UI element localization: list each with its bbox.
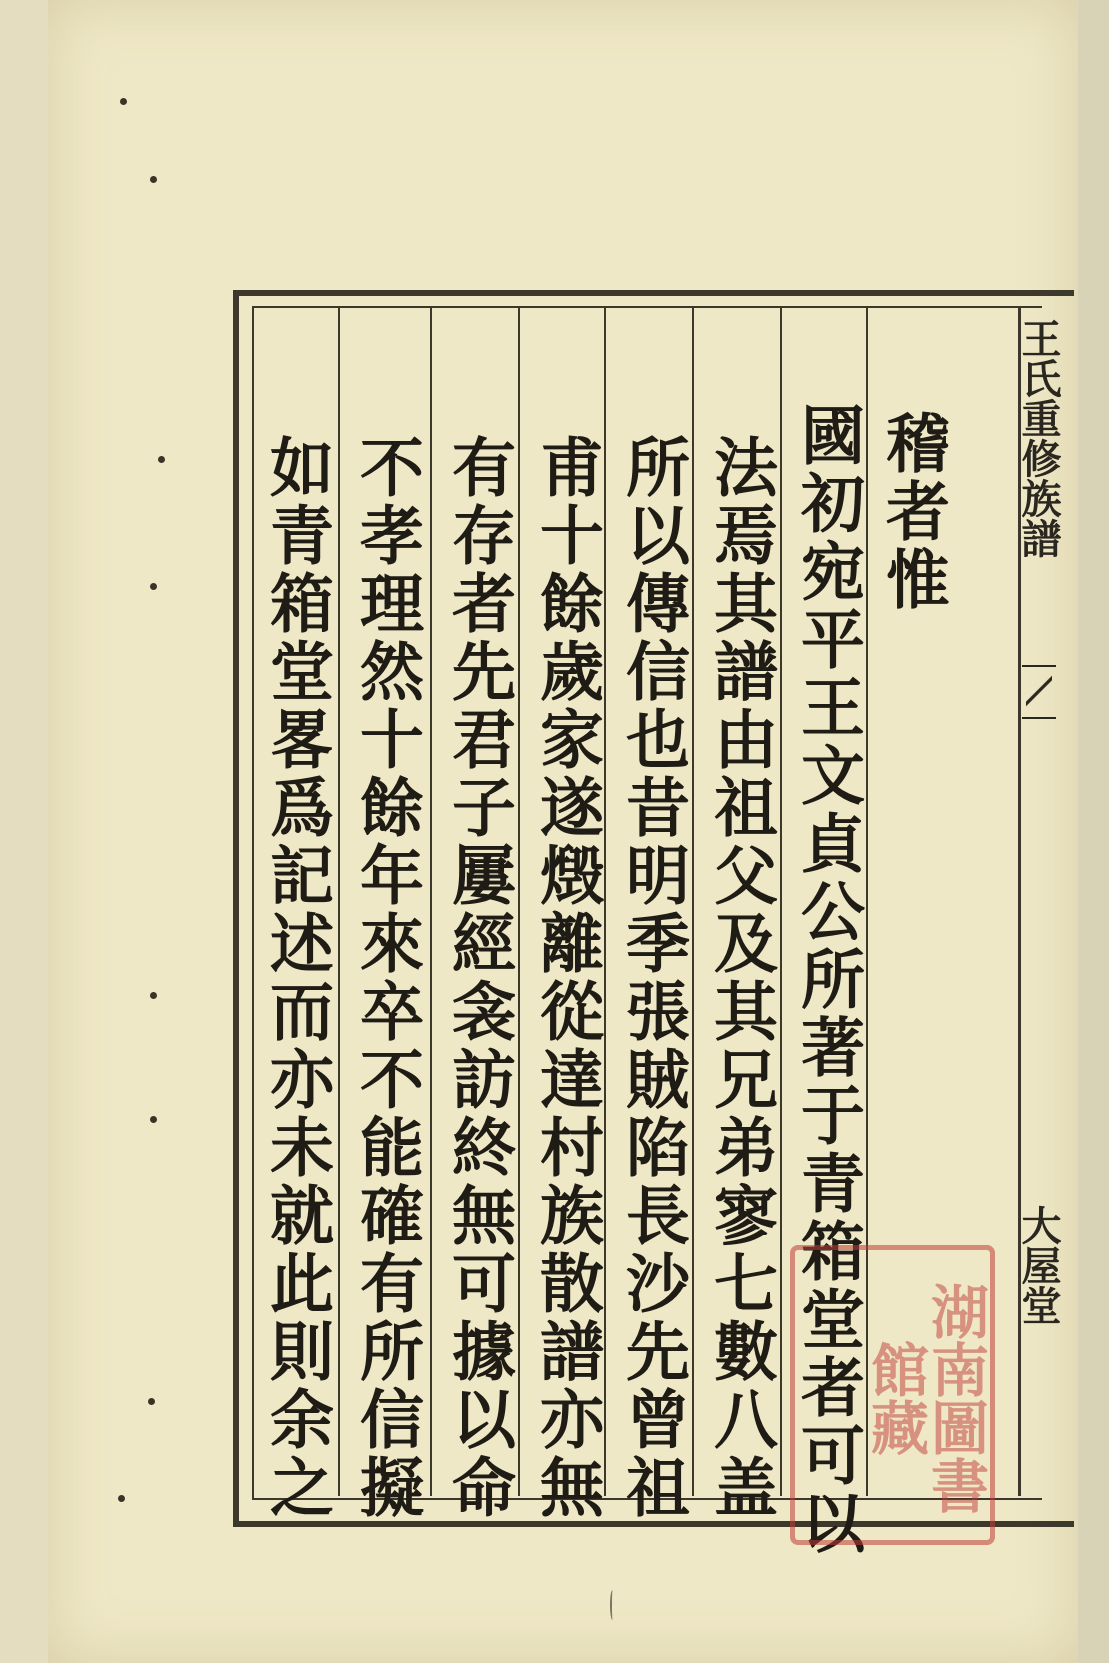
- column-rule: [430, 306, 432, 1496]
- text-column-1: 稽者惟: [875, 410, 950, 614]
- column-rule: [338, 306, 340, 1496]
- spine-title: 王氏重修族譜: [1015, 318, 1062, 558]
- binding-hole: [120, 98, 127, 105]
- fish-tail-mark-icon: [1022, 665, 1056, 719]
- spine-hall-name: 大屋堂: [1015, 1205, 1062, 1325]
- binding-hole: [148, 1398, 155, 1405]
- binding-hole: [150, 583, 157, 590]
- text-column-8: 如青箱堂畧爲記述而亦未就此則余之: [259, 434, 334, 1522]
- column-rule: [518, 306, 520, 1496]
- binding-strip: [0, 0, 49, 1663]
- binding-hole: [150, 992, 157, 999]
- binding-hole: [158, 456, 165, 463]
- binding-hole: [118, 1495, 125, 1502]
- text-column-4: 所以傳信也昔明季張賊陷長沙先曾祖: [615, 434, 690, 1522]
- text-column-3: 法焉其譜由祖父及其兄弟寥七數八盖: [703, 434, 778, 1522]
- text-column-2: 國初宛平王文貞公所著于青箱堂者可以: [790, 402, 865, 1558]
- column-rule: [692, 306, 694, 1496]
- text-column-6: 有存者先君子屢經衾訪終無可據以命: [441, 434, 516, 1522]
- column-rule: [780, 306, 782, 1496]
- binding-hole: [150, 176, 157, 183]
- library-seal-text: 湖南圖書館藏: [861, 1282, 989, 1514]
- paper-mark: [610, 1590, 615, 1620]
- text-column-7: 不孝理然十餘年來卒不能確有所信擬: [349, 434, 424, 1522]
- text-column-5: 甫十餘歲家遂燬離從達村族散譜亦無: [529, 434, 604, 1522]
- binding-hole: [150, 1116, 157, 1123]
